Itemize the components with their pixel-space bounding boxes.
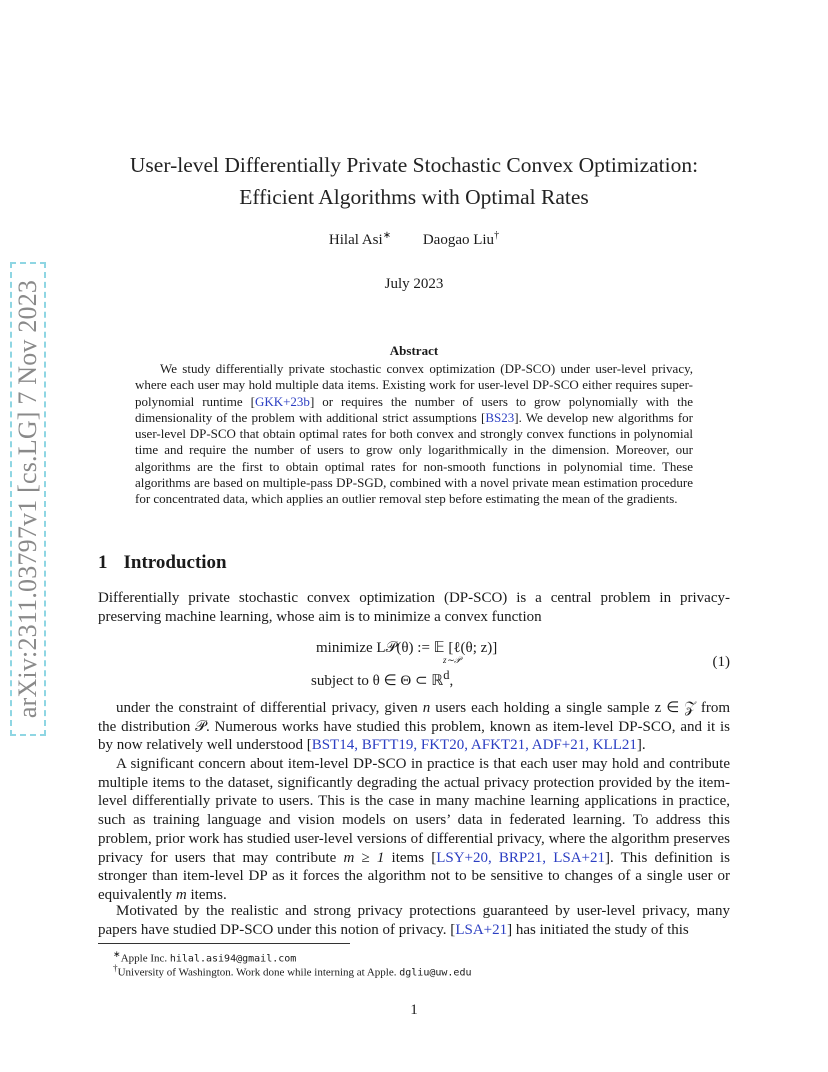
- intro-paragraph-4: Motivated by the realistic and strong privacy protections guaranteed by user-level privacy, many papers have studied DP-SCO under this notion of privacy. [LSA+21] has initiated the study of this: [98, 903, 730, 938]
- intro-paragraph-2: under the constraint of differential privacy, given n users each holding a single sample z ∈ 𝒵 from the distribution 𝒫. Numerous works have studied this problem, known as item-level DP-SCO, and it is by now relatively well understood [BST14, BFTT19, FKT20, AFKT21, ADF+21, KLL21].: [98, 700, 730, 754]
- footnote: ∗Apple Inc. hilal.asi94@gmail.com: [113, 949, 297, 965]
- citation-link[interactable]: LSA+21: [455, 921, 508, 938]
- paper-date: July 2023: [384, 276, 444, 292]
- page-number: 1: [410, 1002, 418, 1018]
- title-line-1: User-level Differentially Private Stochastic Convex Optimization:: [129, 153, 699, 177]
- paper-title: [60, 149, 768, 213]
- citation-link[interactable]: GKK+23b: [254, 393, 310, 409]
- footnote-divider: [98, 943, 350, 944]
- citation-link[interactable]: BST14, BFTT19, FKT20, AFKT21, ADF+21, KLL21: [311, 737, 637, 754]
- citation-link[interactable]: BS23: [485, 409, 515, 425]
- arxiv-id: arXiv:2311.03797v1 [cs.LG] 7 Nov 2023: [13, 279, 42, 719]
- author-list: [0, 230, 828, 249]
- email: dgliu@uw.edu: [399, 967, 472, 979]
- author: Daogao Liu†: [422, 230, 500, 248]
- equation-constraint: subject to θ ∈ Θ ⊂ ℝ$^d$,: [311, 668, 454, 689]
- arxiv-sidebar-stamp: [10, 262, 46, 736]
- section-heading: [98, 552, 227, 574]
- equation-objective: minimize L𝒫(θ) := 𝔼 [ℓ(θ; z)]: [316, 640, 498, 656]
- abstract-heading: Abstract: [389, 343, 439, 358]
- citation-link[interactable]: LSY+20, BRP21, LSA+21: [436, 849, 605, 866]
- title-line-2: Efficient Algorithms with Optimal Rates: [239, 185, 589, 209]
- intro-paragraph-1: Differentially private stochastic convex optimization (DP-SCO) is a central problem in privacy-preserving machine learning, whose aim is to minimize a convex function: [98, 590, 730, 625]
- email: hilal.asi94@gmail.com: [169, 953, 297, 965]
- equation-1: [98, 634, 730, 694]
- abstract-body: We study differentially private stochastic convex optimization (DP-SCO) under user-level privacy, where each user may hold multiple data items. Existing work for user-level DP-SCO either requires super-polynomial runtime [GKK+23b] or requires the number of users to grow polynomially with the dimensionality of the problem with additional strict assumptions [BS23]. We develop new algorithms for user-level DP-SCO that obtain optimal rates for both convex and strongly convex functions in polynomial time and require the number of users to grow only logarithmically in the dimension. Moreover, our algorithms are the first to obtain optimal rates for non-smooth functions in polynomial time. These algorithms are based on multiple-pass DP-SGD, combined with a novel private mean estimation procedure for concentrated data, which applies an outlier removal step before estimating the mean of the gradients.: [135, 361, 693, 507]
- equation-number: (1): [712, 654, 730, 670]
- intro-paragraph-3: A significant concern about item-level DP-SCO in practice is that each user may hold and contribute multiple items to the dataset, significantly degrading the actual privacy protection provided by the item-level differentially private to users. This is the case in many machine learning applications in practice, such as training language and vision models on users’ data in federated learning. To address this problem, prior work has studied user-level versions of differential privacy, where the algorithm preserves privacy for users that may contribute m ≥ 1 items [LSY+20, BRP21, LSA+21]. This definition is stronger than item-level DP as it forces the algorithm not to be sensitive to changes of a single user or equivalently m items.: [98, 756, 730, 903]
- footnote: †University of Washington. Work done while interning at Apple. dgliu@uw.edu: [113, 963, 472, 979]
- section-number: 1: [98, 552, 108, 573]
- equation-subscript: z∼𝒫: [443, 655, 461, 665]
- author: Hilal Asi∗: [328, 230, 392, 248]
- section-title: Introduction: [123, 552, 227, 573]
